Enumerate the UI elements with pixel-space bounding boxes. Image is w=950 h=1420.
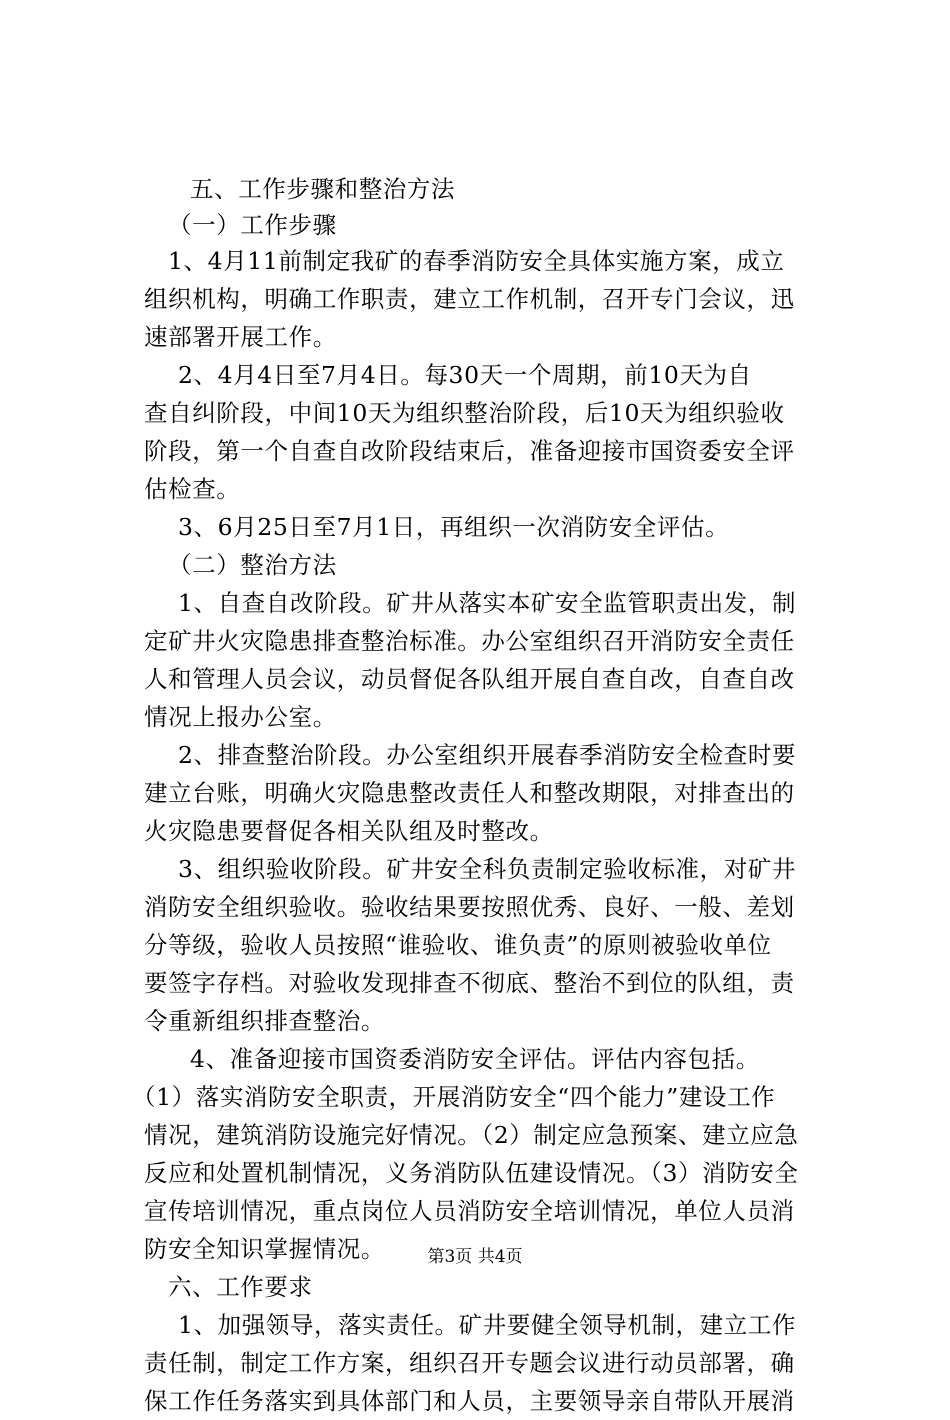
text-line: 情况上报办公室。 [144, 703, 337, 731]
text-line: 令重新组织排查整治。 [144, 1007, 385, 1035]
text-line: 组织机构，明确工作职责，建立工作机制，召开专门会议，迅 [144, 285, 795, 313]
text-line: 情况，建筑消防设施完好情况。（2）制定应急预案、建立应急 [144, 1121, 799, 1149]
text-line: 1、自查自改阶段。矿井从落实本矿安全监管职责出发，制 [178, 589, 797, 617]
text-line: 要签字存档。对验收发现排查不彻底、整治不到位的队组，责 [144, 969, 795, 997]
text-line: 反应和处置机制情况，义务消防队伍建设情况。（3）消防安全 [144, 1159, 799, 1187]
text-line: 防安全知识掌握情况。 [144, 1235, 385, 1263]
text-line: 人和管理人员会议，动员督促各队组开展自查自改，自查自改 [144, 665, 795, 693]
text-line: 2、排查整治阶段。办公室组织开展春季消防安全检查时要 [178, 741, 797, 769]
text-line: （1）落实消防安全职责，开展消防安全“四个能力”建设工作 [132, 1083, 776, 1111]
text-line: 保工作任务落实到具体部门和人员，主要领导亲自带队开展消 [144, 1387, 795, 1415]
text-line: 分等级，验收人员按照“谁验收、谁负责”的原则被验收单位 [144, 931, 772, 959]
text-line: 责任制，制定工作方案，组织召开专题会议进行动员部署，确 [144, 1349, 795, 1377]
text-line: 火灾隐患要督促各相关队组及时整改。 [144, 817, 554, 845]
subsection-heading-1: （一）工作步骤 [168, 211, 337, 239]
text-line: 1、加强领导，落实责任。矿井要健全领导机制，建立工作 [178, 1311, 797, 1339]
section-heading-5: 五、工作步骤和整治方法 [190, 175, 456, 203]
text-line: 3、6月25日至7月1日，再组织一次消防安全评估。 [178, 513, 730, 541]
text-line: 速部署开展工作。 [144, 323, 337, 351]
text-line: 消防安全组织验收。验收结果要按照优秀、良好、一般、差划 [144, 893, 795, 921]
text-line: 宣传培训情况，重点岗位人员消防安全培训情况，单位人员消 [144, 1197, 795, 1225]
subsection-heading-2: （二）整治方法 [168, 551, 337, 579]
text-line: 4、准备迎接市国资委消防安全评估。评估内容包括。 [190, 1045, 760, 1073]
page-number-footer: 第3页 共4页 [427, 1247, 523, 1267]
text-line: 3、组织验收阶段。矿井安全科负责制定验收标准，对矿井 [178, 855, 797, 883]
text-line: 定矿井火灾隐患排查整治标准。办公室组织召开消防安全责任 [144, 627, 795, 655]
text-line: 2、4月4日至7月4日。每30天一个周期，前10天为自 [178, 361, 752, 389]
text-line: 阶段，第一个自查自改阶段结束后，准备迎接市国资委安全评 [144, 437, 795, 465]
text-line: 1、4月11前制定我矿的春季消防安全具体实施方案，成立 [168, 247, 785, 275]
section-heading-6: 六、工作要求 [168, 1273, 313, 1301]
text-line: 查自纠阶段，中间10天为组织整治阶段，后10天为组织验收 [144, 399, 785, 427]
text-line: 估检查。 [144, 475, 241, 503]
text-line: 建立台账，明确火灾隐患整改责任人和整改期限，对排查出的 [144, 779, 795, 807]
